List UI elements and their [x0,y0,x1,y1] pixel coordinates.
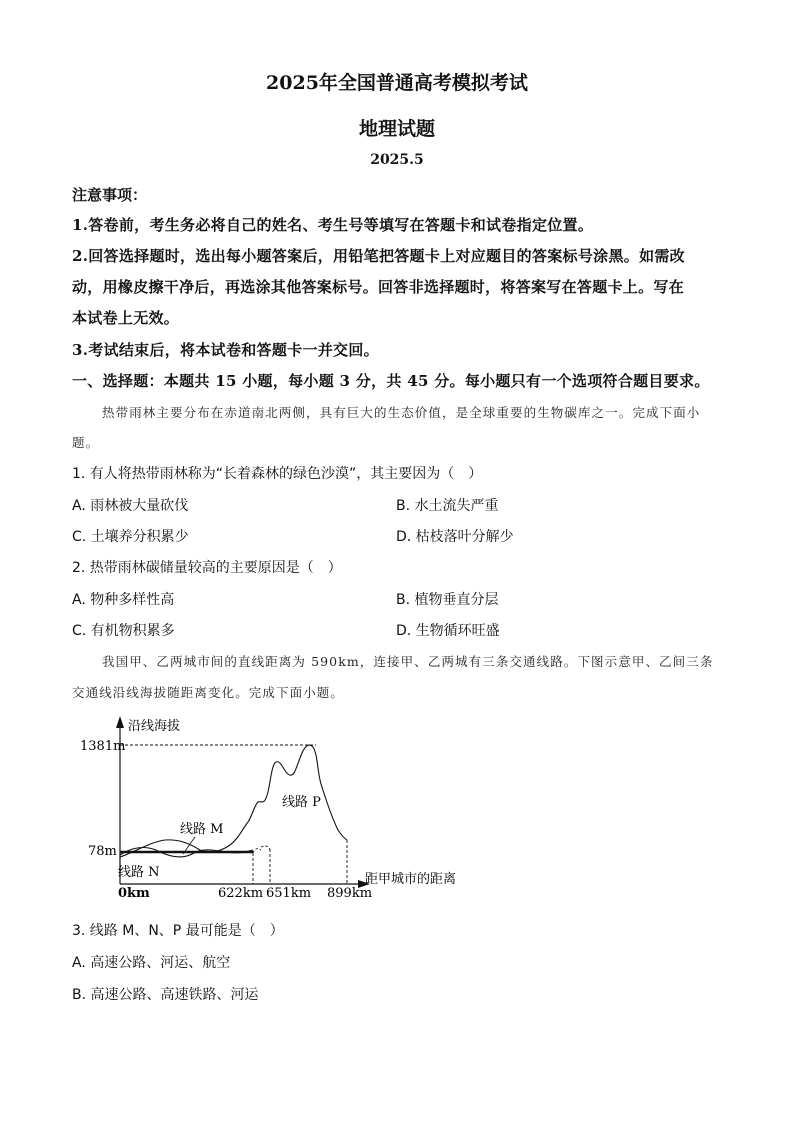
notice-item-1: 1.答卷前，考生务必将自己的姓名、考生号等填写在答题卡和试卷指定位置。 [72,216,594,234]
question-2-option-b: B. 植物垂直分层 [396,592,499,608]
notice-item-2-line-2: 动，用橡皮擦干净后，再选涂其他答案标号。回答非选择题时，将答案写在答题卡上。写在 [72,278,685,296]
question-3-option-b: B. 高速公路、高速铁路、河运 [72,987,259,1003]
elevation-profile-figure [80,712,500,908]
passage-2-line-2: 交通线沿线海拔随距离变化。完成下面小题。 [72,685,345,700]
question-2-option-a: A. 物种多样性高 [72,592,175,608]
notice-item-3: 3.考试结束后，将本试卷和答题卡一并交回。 [72,341,379,359]
question-1-option-d: D. 枯枝落叶分解少 [396,529,514,545]
question-1-option-b: B. 水土流失严重 [396,498,499,514]
route-m-label: 线路 M [180,822,224,837]
exam-title: 2025年全国普通高考模拟考试 [266,72,528,94]
notice-item-2-line-1: 2.回答选择题时，选出每小题答案后，用铅笔把答题卡上对应题目的答案标号涂黑。如需改 [72,247,685,265]
exam-date: 2025.5 [370,152,424,168]
question-1-stem: 1. 有人将热带雨林称为“长着森林的绿色沙漠”，其主要因为（ ） [72,466,483,482]
x-tick-899km: 899km [327,886,373,901]
route-n-label: 线路 N [118,865,160,880]
y-tick-78m: 78m [88,844,117,859]
y-axis-arrow-icon [116,716,124,728]
x-tick-651km: 651km [266,886,312,901]
passage-1-line-1: 热带雨林主要分布在赤道南北两侧，具有巨大的生态价值，是全球重要的生物碳库之一。完成下面小 [102,405,701,420]
question-3-stem: 3. 线路 M、N、P 最可能是（ ） [72,923,284,939]
x-tick-622km: 622km [218,886,264,901]
y-axis-label: 沿线海拔 [128,719,181,734]
question-1-option-c: C. 土壤养分积累少 [72,529,189,545]
notice-item-2-line-3: 本试卷上无效。 [72,309,180,327]
notice-heading: 注意事项： [72,186,148,204]
question-2-option-c: C. 有机物积累多 [72,623,175,639]
subject-title: 地理试题 [358,118,435,140]
question-2-stem: 2. 热带雨林碳储量较高的主要原因是（ ） [72,560,342,576]
arc-622km [253,849,261,853]
passage-2-line-1: 我国甲、乙两城市间的直线距离为 590km，连接甲、乙两城有三条交通线路。下图示意甲、乙间三条 [102,654,714,669]
question-3-option-a: A. 高速公路、河运、航空 [72,955,231,971]
x-axis-label: 距甲城市的距离 [365,872,457,887]
x-tick-0km: 0km [118,886,150,901]
passage-1-line-2: 题。 [72,435,100,450]
arc-651km [261,846,270,850]
section-1-heading: 一、选择题：本题共 15 小题，每小题 3 分，共 45 分。每小题只有一个选项符合题目要求。 [72,372,710,390]
question-1-option-a: A. 雨林被大量砍伐 [72,498,189,514]
y-tick-1381m: 1381m [80,739,126,754]
route-p-label: 线路 P [282,795,321,810]
question-2-option-d: D. 生物循环旺盛 [396,623,500,639]
